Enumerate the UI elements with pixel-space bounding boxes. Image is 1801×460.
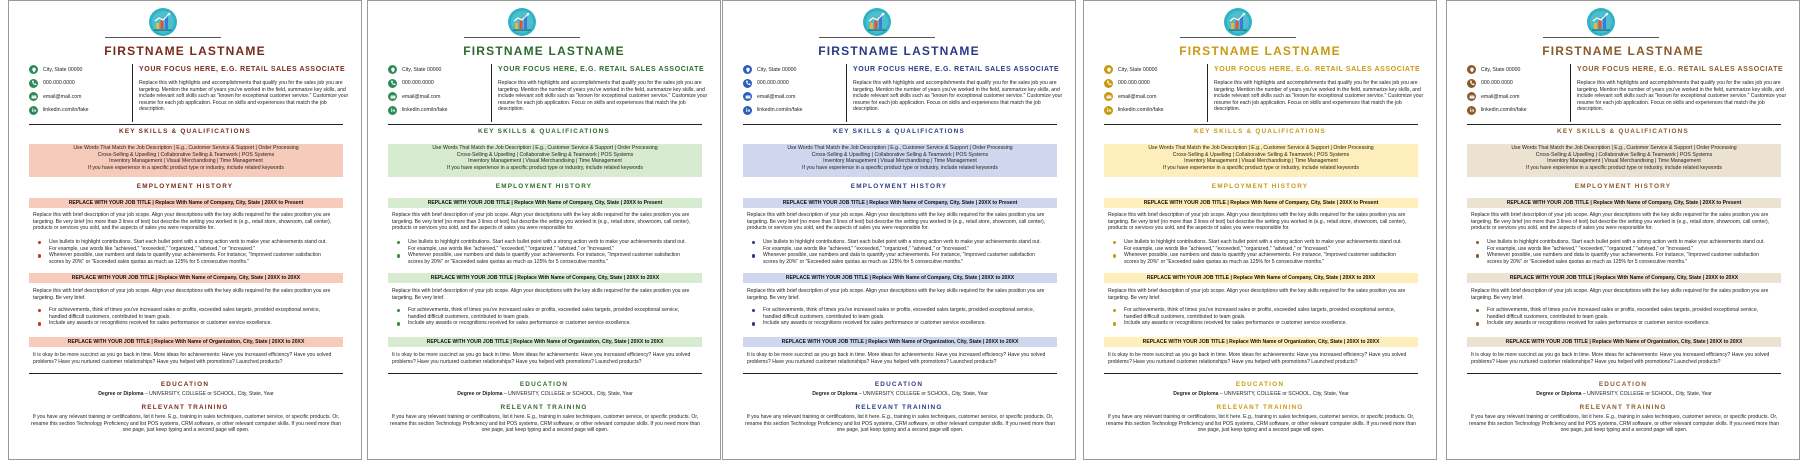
job-bullets xyxy=(1108,307,1408,327)
job-bullets xyxy=(392,239,692,265)
phone-icon xyxy=(1467,79,1476,88)
training-heading: RELEVANT TRAINING xyxy=(855,404,943,411)
email-icon xyxy=(29,92,38,101)
education-heading: EDUCATION xyxy=(160,381,210,388)
contact-linkedin[interactable]: linkedin.com/in/fake xyxy=(29,104,134,117)
bullet-icon xyxy=(1113,309,1116,312)
contact-linkedin[interactable]: linkedin.com/in/fake xyxy=(743,104,848,117)
job-description: Replace this with brief description of your job scope. Align your descriptions with the key skills required for the sales position you are targeting. Be very brief. xyxy=(1108,288,1406,301)
job-bullets xyxy=(747,239,1047,265)
education-heading: EDUCATION xyxy=(1235,381,1285,388)
skills-line: Use Words That Match the Job Description | E.g., Customer Service & Support | Order Processing xyxy=(1511,145,1737,151)
chart-logo-icon xyxy=(507,7,537,37)
list-item: Include any awards or recognitions received for sales performance or customer service excellence. xyxy=(392,320,692,327)
job-description: Replace this with brief description of your job scope. Align your descriptions with the key skills required for the sales position you are targeting. Be very brief (no more than 3 lines of text) but describe the setting you worked in (e.g., retail store, showroom, call center), products or services you sold, and the aspects of sales you were responsible for. xyxy=(33,212,332,232)
skills-line: Inventory Management | Visual Merchandising | Time Management xyxy=(468,158,622,165)
contact-phone: 000.000.0000 xyxy=(29,77,134,90)
bullet-icon xyxy=(752,309,755,312)
job-title-bar: REPLACE WITH YOUR JOB TITLE | Replace With Name of Company, City, State | 20XX to Present xyxy=(388,198,702,208)
section-divider xyxy=(388,124,702,125)
focus-title: YOUR FOCUS HERE, E.G. RETAIL SALES ASSOCIATE xyxy=(498,66,705,73)
training-heading: RELEVANT TRAINING xyxy=(141,404,229,411)
skills-heading: KEY SKILLS & QUALIFICATIONS xyxy=(1194,128,1326,135)
job-title-bar: REPLACE WITH YOUR JOB TITLE | Replace With Name of Organization, City, State | 20XX to 20XX xyxy=(1467,337,1781,347)
employment-heading: EMPLOYMENT HISTORY xyxy=(495,183,593,190)
education-heading: EDUCATION xyxy=(1598,381,1648,388)
list-item: Whenever possible, use numbers and data to quantify your achievements. For instance, "Improved customer satisfaction scores by 20%" or "Exceeded sales quotas as much as 125% for 5 consecutive months." xyxy=(33,252,333,265)
section-divider xyxy=(1467,373,1781,374)
bullet-icon xyxy=(38,322,41,325)
older-roles-note: It is okay to be more succinct as you go back in time. More ideas for achievements: Have you increased efficiency? Have you solved problems? Have you nurtured customer relationships? Have you helped with promotions? Launched products? xyxy=(392,352,691,365)
contact-phone: 000.000.0000 xyxy=(743,77,848,90)
list-item: Use bullets to highlight contributions. Start each bullet point with a strong action verb to make your achievements stand out. For example, use words like "achieved," "exceeded," "organized," "advised," or "increased." xyxy=(1108,239,1408,252)
bullet-icon xyxy=(1113,322,1116,325)
location-pin-icon xyxy=(29,65,38,74)
bullet-icon xyxy=(38,241,41,244)
header-divider-vertical xyxy=(1570,64,1571,122)
linkedin-icon xyxy=(1467,106,1476,115)
contact-list xyxy=(743,63,848,117)
bullet-icon xyxy=(397,309,400,312)
skills-band xyxy=(29,144,343,177)
location-pin-icon xyxy=(388,65,397,74)
candidate-name: FIRSTNAME LASTNAME xyxy=(1542,44,1704,58)
job-bullets xyxy=(1471,307,1771,327)
professional-summary: Replace this with highlights and accomplishments that qualify you for the sales job you are targeting. Mention the number of years you've worked in the field, summarize key skills, and include relevant soft skills such as "known for exceptional customer service." Customize your resume for each job application. Focus on skills and experiences that match the job description. xyxy=(853,80,1063,113)
skills-line: Use Words That Match the Job Description | E.g., Customer Service & Support | Order Processing xyxy=(73,145,299,151)
contact-location: City, State 00000 xyxy=(1104,63,1209,76)
education-entry: Degree or Diploma – UNIVERSITY, COLLEGE or SCHOOL, City, State, Year xyxy=(1173,391,1349,397)
bullet-icon xyxy=(38,309,41,312)
job-bullets xyxy=(33,239,333,265)
job-bullets xyxy=(392,307,692,327)
job-bullets xyxy=(1108,239,1408,265)
education-entry: Degree or Diploma – UNIVERSITY, COLLEGE or SCHOOL, City, State, Year xyxy=(812,391,988,397)
list-item: Include any awards or recognitions received for sales performance or customer service excellence. xyxy=(1471,320,1771,327)
job-title-bar: REPLACE WITH YOUR JOB TITLE | Replace With Name of Company, City, State | 20XX to Present xyxy=(1104,198,1418,208)
skills-line: Use Words That Match the Job Description | E.g., Customer Service & Support | Order Processing xyxy=(787,145,1013,151)
bullet-icon xyxy=(397,322,400,325)
skills-line: Use Words That Match the Job Description | E.g., Customer Service & Support | Order Processing xyxy=(432,145,658,151)
job-description: Replace this with brief description of your job scope. Align your descriptions with the key skills required for the sales position you are targeting. Be very brief (no more than 3 lines of text) but describe the setting you worked in (e.g., retail store, showroom, call center), products or services you sold, and the aspects of sales you were responsible for. xyxy=(1471,212,1770,232)
candidate-name: FIRSTNAME LASTNAME xyxy=(463,44,625,58)
job-description: Replace this with brief description of your job scope. Align your descriptions with the key skills required for the sales position you are targeting. Be very brief (no more than 3 lines of text) but describe the setting you worked in (e.g., retail store, showroom, call center), products or services you sold, and the aspects of sales you were responsible for. xyxy=(1108,212,1407,232)
location-pin-icon xyxy=(1467,65,1476,74)
professional-summary: Replace this with highlights and accomplishments that qualify you for the sales job you are targeting. Mention the number of years you've worked in the field, summarize key skills, and include relevant soft skills such as "known for exceptional customer service." Customize your resume for each job application. Focus on skills and experiences that match the job description. xyxy=(1214,80,1424,113)
contact-linkedin[interactable]: linkedin.com/in/fake xyxy=(1104,104,1209,117)
skills-heading: KEY SKILLS & QUALIFICATIONS xyxy=(119,128,251,135)
contact-phone: 000.000.0000 xyxy=(388,77,493,90)
list-item: Whenever possible, use numbers and data to quantify your achievements. For instance, "Improved customer satisfaction scores by 20%" or "Exceeded sales quotas as much as 125% for 5 consecutive months." xyxy=(747,252,1047,265)
section-divider xyxy=(1104,373,1418,374)
linkedin-icon xyxy=(1104,106,1113,115)
job-title-bar: REPLACE WITH YOUR JOB TITLE | Replace With Name of Organization, City, State | 20XX to 20XX xyxy=(388,337,702,347)
skills-band xyxy=(1104,144,1418,177)
list-item: For achievements, think of times you've increased sales or profits, exceeded sales targets, provided exceptional service, handled difficult customers, contributed to team goals. xyxy=(747,307,1047,320)
section-divider xyxy=(388,373,702,374)
bullet-icon xyxy=(752,241,755,244)
skills-band xyxy=(388,144,702,177)
chart-logo-icon xyxy=(1586,7,1616,37)
job-title-bar: REPLACE WITH YOUR JOB TITLE | Replace With Name of Organization, City, State | 20XX to 20XX xyxy=(29,337,343,347)
skills-heading: KEY SKILLS & QUALIFICATIONS xyxy=(478,128,610,135)
skills-line: If you have experience in a specific product type or industry, include related keywords xyxy=(802,164,998,171)
contact-location: City, State 00000 xyxy=(388,63,493,76)
bullet-icon xyxy=(1476,254,1479,257)
job-title-bar: REPLACE WITH YOUR JOB TITLE | Replace With Name of Company, City, State | 20XX to Present xyxy=(1467,198,1781,208)
skills-line: If you have experience in a specific product type or industry, include related keywords xyxy=(1163,164,1359,171)
job-bullets xyxy=(1471,239,1771,265)
chart-logo-icon xyxy=(148,7,178,37)
list-item: Whenever possible, use numbers and data to quantify your achievements. For instance, "Improved customer satisfaction scores by 20%" or "Exceeded sales quotas as much as 125% for 5 consecutive months." xyxy=(1471,252,1771,265)
contact-phone: 000.000.0000 xyxy=(1104,77,1209,90)
contact-location: City, State 00000 xyxy=(29,63,134,76)
contact-linkedin[interactable]: linkedin.com/in/fake xyxy=(388,104,493,117)
list-item: For achievements, think of times you've increased sales or profits, exceeded sales targets, provided exceptional service, handled difficult customers, contributed to team goals. xyxy=(33,307,333,320)
contact-list xyxy=(29,63,134,117)
training-text: If you have any relevant training or certifications, list it here. E.g., training in sales techniques, customer service, or specific products. Or, rename this section Technology Proficiency and list POS systems, CRM software, or other relevant computer skills. If you need more than one page, just keep typing and a second page will open. xyxy=(390,414,700,434)
bullet-icon xyxy=(1476,322,1479,325)
job-title-bar: REPLACE WITH YOUR JOB TITLE | Replace With Name of Company, City, State | 20XX to Present xyxy=(29,198,343,208)
list-item: Use bullets to highlight contributions. Start each bullet point with a strong action verb to make your achievements stand out. For example, use words like "achieved," "exceeded," "organized," "advised," or "increased." xyxy=(33,239,333,252)
employment-heading: EMPLOYMENT HISTORY xyxy=(1211,183,1309,190)
education-entry: Degree or Diploma – UNIVERSITY, COLLEGE or SCHOOL, City, State, Year xyxy=(98,391,274,397)
skills-line: Cross-Selling & Upselling | Collaborative Selling & Teamwork | POS Systems xyxy=(811,151,989,158)
candidate-name: FIRSTNAME LASTNAME xyxy=(104,44,266,58)
skills-line: Inventory Management | Visual Merchandising | Time Management xyxy=(823,158,977,165)
professional-summary: Replace this with highlights and accomplishments that qualify you for the sales job you are targeting. Mention the number of years you've worked in the field, summarize key skills, and include relevant soft skills such as "known for exceptional customer service." Customize your resume for each job application. Focus on skills and experiences that match the job description. xyxy=(1577,80,1787,113)
job-title-bar: REPLACE WITH YOUR JOB TITLE | Replace With Name of Company, City, State | 20XX to Present xyxy=(743,198,1057,208)
resume-template-page-2[interactable] xyxy=(367,0,721,460)
skills-line: Cross-Selling & Upselling | Collaborative Selling & Teamwork | POS Systems xyxy=(456,151,634,158)
list-item: Include any awards or recognitions received for sales performance or customer service excellence. xyxy=(1108,320,1408,327)
skills-line: If you have experience in a specific product type or industry, include related keywords xyxy=(88,164,284,171)
name-divider xyxy=(1543,37,1659,38)
bullet-icon xyxy=(397,241,400,244)
contact-list xyxy=(1104,63,1209,117)
email-icon xyxy=(1104,92,1113,101)
header-divider-vertical xyxy=(846,64,847,122)
name-divider xyxy=(464,37,580,38)
job-description: Replace this with brief description of your job scope. Align your descriptions with the key skills required for the sales position you are targeting. Be very brief. xyxy=(392,288,690,301)
bullet-icon xyxy=(1476,309,1479,312)
resume-template-page-3[interactable] xyxy=(722,0,1076,460)
job-title-bar: REPLACE WITH YOUR JOB TITLE | Replace With Name of Company, City, State | 20XX to 20XX xyxy=(1104,273,1418,283)
contact-email[interactable]: email@mail.com xyxy=(388,90,493,103)
linkedin-icon xyxy=(743,106,752,115)
contact-location: City, State 00000 xyxy=(1467,63,1572,76)
contact-email[interactable]: email@mail.com xyxy=(1467,90,1572,103)
skills-line: If you have experience in a specific product type or industry, include related keywords xyxy=(1526,164,1722,171)
section-divider xyxy=(1104,124,1418,125)
email-icon xyxy=(743,92,752,101)
job-title-bar: REPLACE WITH YOUR JOB TITLE | Replace With Name of Organization, City, State | 20XX to 20XX xyxy=(743,337,1057,347)
training-text: If you have any relevant training or certifications, list it here. E.g., training in sales techniques, customer service, or specific products. Or, rename this section Technology Proficiency and list POS systems, CRM software, or other relevant computer skills. If you need more than one page, just keep typing and a second page will open. xyxy=(745,414,1055,434)
list-item: For achievements, think of times you've increased sales or profits, exceeded sales targets, provided exceptional service, handled difficult customers, contributed to team goals. xyxy=(1108,307,1408,320)
section-divider xyxy=(29,124,343,125)
focus-title: YOUR FOCUS HERE, E.G. RETAIL SALES ASSOCIATE xyxy=(853,66,1060,73)
contact-list xyxy=(1467,63,1572,117)
education-heading: EDUCATION xyxy=(519,381,569,388)
older-roles-note: It is okay to be more succinct as you go back in time. More ideas for achievements: Have you increased efficiency? Have you solved problems? Have you nurtured customer relationships? Have you helped with promotions? Launched products? xyxy=(1471,352,1770,365)
section-divider xyxy=(743,124,1057,125)
bullet-icon xyxy=(752,254,755,257)
resume-template-page-4[interactable] xyxy=(1083,0,1437,460)
phone-icon xyxy=(29,79,38,88)
chart-logo-icon xyxy=(862,7,892,37)
header-divider-vertical xyxy=(491,64,492,122)
skills-heading: KEY SKILLS & QUALIFICATIONS xyxy=(833,128,965,135)
skills-line: Cross-Selling & Upselling | Collaborative Selling & Teamwork | POS Systems xyxy=(97,151,275,158)
bullet-icon xyxy=(1113,254,1116,257)
candidate-name: FIRSTNAME LASTNAME xyxy=(818,44,980,58)
name-divider xyxy=(105,37,221,38)
skills-band xyxy=(743,144,1057,177)
email-icon xyxy=(388,92,397,101)
older-roles-note: It is okay to be more succinct as you go back in time. More ideas for achievements: Have you increased efficiency? Have you solved problems? Have you nurtured customer relationships? Have you helped with promotions? Launched products? xyxy=(33,352,332,365)
phone-icon xyxy=(388,79,397,88)
list-item: Whenever possible, use numbers and data to quantify your achievements. For instance, "Improved customer satisfaction scores by 20%" or "Exceeded sales quotas as much as 125% for 5 consecutive months." xyxy=(1108,252,1408,265)
training-text: If you have any relevant training or certifications, list it here. E.g., training in sales techniques, customer service, or specific products. Or, rename this section Technology Proficiency and list POS systems, CRM software, or other relevant computer skills. If you need more than one page, just keep typing and a second page will open. xyxy=(31,414,341,434)
list-item: Use bullets to highlight contributions. Start each bullet point with a strong action verb to make your achievements stand out. For example, use words like "achieved," "exceeded," "organized," "advised," or "increased." xyxy=(1471,239,1771,252)
job-title-bar: REPLACE WITH YOUR JOB TITLE | Replace With Name of Organization, City, State | 20XX to 20XX xyxy=(1104,337,1418,347)
list-item: Use bullets to highlight contributions. Start each bullet point with a strong action verb to make your achievements stand out. For example, use words like "achieved," "exceeded," "organized," "advised," or "increased." xyxy=(747,239,1047,252)
bullet-icon xyxy=(38,254,41,257)
training-heading: RELEVANT TRAINING xyxy=(500,404,588,411)
linkedin-icon xyxy=(29,106,38,115)
skills-line: Use Words That Match the Job Description | E.g., Customer Service & Support | Order Processing xyxy=(1148,145,1374,151)
contact-location: City, State 00000 xyxy=(743,63,848,76)
phone-icon xyxy=(1104,79,1113,88)
job-title-bar: REPLACE WITH YOUR JOB TITLE | Replace With Name of Company, City, State | 20XX to 20XX xyxy=(29,273,343,283)
training-heading: RELEVANT TRAINING xyxy=(1579,404,1667,411)
skills-line: Inventory Management | Visual Merchandising | Time Management xyxy=(109,158,263,165)
focus-title: YOUR FOCUS HERE, E.G. RETAIL SALES ASSOCIATE xyxy=(139,66,346,73)
job-description: Replace this with brief description of your job scope. Align your descriptions with the key skills required for the sales position you are targeting. Be very brief. xyxy=(33,288,331,301)
skills-band xyxy=(1467,144,1781,177)
education-entry: Degree or Diploma – UNIVERSITY, COLLEGE or SCHOOL, City, State, Year xyxy=(457,391,633,397)
candidate-name: FIRSTNAME LASTNAME xyxy=(1179,44,1341,58)
list-item: Use bullets to highlight contributions. Start each bullet point with a strong action verb to make your achievements stand out. For example, use words like "achieved," "exceeded," "organized," "advised," or "increased." xyxy=(392,239,692,252)
professional-summary: Replace this with highlights and accomplishments that qualify you for the sales job you are targeting. Mention the number of years you've worked in the field, summarize key skills, and include relevant soft skills such as "known for exceptional customer service." Customize your resume for each job application. Focus on skills and experiences that match the job description. xyxy=(139,80,349,113)
job-description: Replace this with brief description of your job scope. Align your descriptions with the key skills required for the sales position you are targeting. Be very brief. xyxy=(1471,288,1769,301)
job-description: Replace this with brief description of your job scope. Align your descriptions with the key skills required for the sales position you are targeting. Be very brief (no more than 3 lines of text) but describe the setting you worked in (e.g., retail store, showroom, call center), products or services you sold, and the aspects of sales you were responsible for. xyxy=(392,212,691,232)
section-divider xyxy=(1467,124,1781,125)
training-text: If you have any relevant training or certifications, list it here. E.g., training in sales techniques, customer service, or specific products. Or, rename this section Technology Proficiency and list POS systems, CRM software, or other relevant computer skills. If you need more than one page, just keep typing and a second page will open. xyxy=(1106,414,1416,434)
bullet-icon xyxy=(1113,241,1116,244)
focus-title: YOUR FOCUS HERE, E.G. RETAIL SALES ASSOCIATE xyxy=(1577,66,1784,73)
contact-linkedin[interactable]: linkedin.com/in/fake xyxy=(1467,104,1572,117)
skills-line: Cross-Selling & Upselling | Collaborative Selling & Teamwork | POS Systems xyxy=(1535,151,1713,158)
professional-summary: Replace this with highlights and accomplishments that qualify you for the sales job you are targeting. Mention the number of years you've worked in the field, summarize key skills, and include relevant soft skills such as "known for exceptional customer service." Customize your resume for each job application. Focus on skills and experiences that match the job description. xyxy=(498,80,708,113)
older-roles-note: It is okay to be more succinct as you go back in time. More ideas for achievements: Have you increased efficiency? Have you solved problems? Have you nurtured customer relationships? Have you helped with promotions? Launched products? xyxy=(747,352,1046,365)
bullet-icon xyxy=(1476,241,1479,244)
training-heading: RELEVANT TRAINING xyxy=(1216,404,1304,411)
list-item: Include any awards or recognitions received for sales performance or customer service excellence. xyxy=(747,320,1047,327)
contact-email[interactable]: email@mail.com xyxy=(1104,90,1209,103)
section-divider xyxy=(743,373,1057,374)
employment-heading: EMPLOYMENT HISTORY xyxy=(850,183,948,190)
job-title-bar: REPLACE WITH YOUR JOB TITLE | Replace With Name of Company, City, State | 20XX to 20XX xyxy=(1467,273,1781,283)
header-divider-vertical xyxy=(132,64,133,122)
list-item: Whenever possible, use numbers and data to quantify your achievements. For instance, "Improved customer satisfaction scores by 20%" or "Exceeded sales quotas as much as 125% for 5 consecutive months." xyxy=(392,252,692,265)
education-heading: EDUCATION xyxy=(874,381,924,388)
bullet-icon xyxy=(752,322,755,325)
location-pin-icon xyxy=(1104,65,1113,74)
skills-line: Inventory Management | Visual Merchandising | Time Management xyxy=(1184,158,1338,165)
focus-title: YOUR FOCUS HERE, E.G. RETAIL SALES ASSOCIATE xyxy=(1214,66,1421,73)
section-divider xyxy=(29,373,343,374)
job-bullets xyxy=(33,307,333,327)
education-entry: Degree or Diploma – UNIVERSITY, COLLEGE or SCHOOL, City, State, Year xyxy=(1536,391,1712,397)
list-item: For achievements, think of times you've increased sales or profits, exceeded sales targets, provided exceptional service, handled difficult customers, contributed to team goals. xyxy=(1471,307,1771,320)
skills-line: Inventory Management | Visual Merchandising | Time Management xyxy=(1547,158,1701,165)
skills-line: Cross-Selling & Upselling | Collaborative Selling & Teamwork | POS Systems xyxy=(1172,151,1350,158)
list-item: Include any awards or recognitions received for sales performance or customer service excellence. xyxy=(33,320,333,327)
header-divider-vertical xyxy=(1207,64,1208,122)
job-title-bar: REPLACE WITH YOUR JOB TITLE | Replace With Name of Company, City, State | 20XX to 20XX xyxy=(388,273,702,283)
contact-email[interactable]: email@mail.com xyxy=(743,90,848,103)
resume-template-page-1[interactable] xyxy=(8,0,362,460)
name-divider xyxy=(1180,37,1296,38)
employment-heading: EMPLOYMENT HISTORY xyxy=(136,183,234,190)
contact-list xyxy=(388,63,493,117)
list-item: For achievements, think of times you've increased sales or profits, exceeded sales targets, provided exceptional service, handled difficult customers, contributed to team goals. xyxy=(392,307,692,320)
resume-template-page-5[interactable] xyxy=(1446,0,1800,460)
chart-logo-icon xyxy=(1223,7,1253,37)
name-divider xyxy=(819,37,935,38)
bullet-icon xyxy=(397,254,400,257)
job-description: Replace this with brief description of your job scope. Align your descriptions with the key skills required for the sales position you are targeting. Be very brief (no more than 3 lines of text) but describe the setting you worked in (e.g., retail store, showroom, call center), products or services you sold, and the aspects of sales you were responsible for. xyxy=(747,212,1046,232)
phone-icon xyxy=(743,79,752,88)
training-text: If you have any relevant training or certifications, list it here. E.g., training in sales techniques, customer service, or specific products. Or, rename this section Technology Proficiency and list POS systems, CRM software, or other relevant computer skills. If you need more than one page, just keep typing and a second page will open. xyxy=(1469,414,1779,434)
skills-heading: KEY SKILLS & QUALIFICATIONS xyxy=(1557,128,1689,135)
older-roles-note: It is okay to be more succinct as you go back in time. More ideas for achievements: Have you increased efficiency? Have you solved problems? Have you nurtured customer relationships? Have you helped with promotions? Launched products? xyxy=(1108,352,1407,365)
employment-heading: EMPLOYMENT HISTORY xyxy=(1574,183,1672,190)
skills-line: If you have experience in a specific product type or industry, include related keywords xyxy=(447,164,643,171)
location-pin-icon xyxy=(743,65,752,74)
linkedin-icon xyxy=(388,106,397,115)
contact-email[interactable]: email@mail.com xyxy=(29,90,134,103)
job-bullets xyxy=(747,307,1047,327)
email-icon xyxy=(1467,92,1476,101)
contact-phone: 000.000.0000 xyxy=(1467,77,1572,90)
job-title-bar: REPLACE WITH YOUR JOB TITLE | Replace With Name of Company, City, State | 20XX to 20XX xyxy=(743,273,1057,283)
job-description: Replace this with brief description of your job scope. Align your descriptions with the key skills required for the sales position you are targeting. Be very brief. xyxy=(747,288,1045,301)
